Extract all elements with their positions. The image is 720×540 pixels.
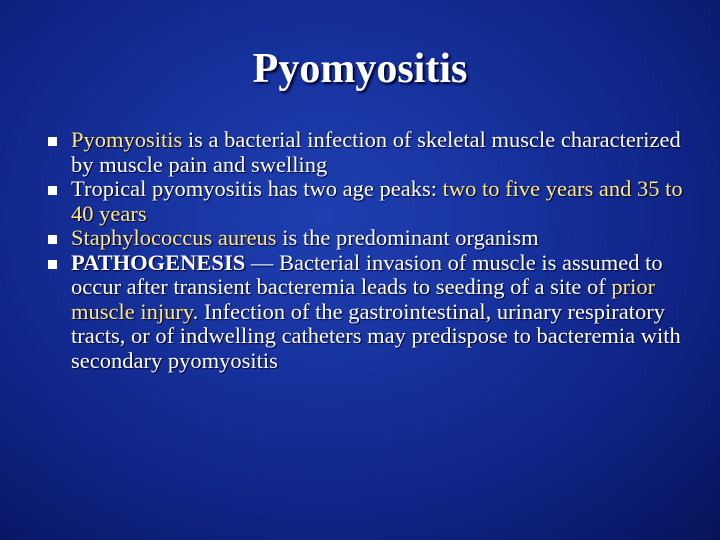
pathogenesis-heading: PATHOGENESIS xyxy=(71,249,246,275)
organism-name: Staphylococcus aureus xyxy=(71,225,277,250)
age-peaks-text: Tropical pyomyositis has two age peaks: xyxy=(71,176,443,201)
pathogenesis-text-1: — Bacterial invasion of muscle is assumed to occur after transient bacteremia leads to seeding of a site of xyxy=(71,249,663,299)
square-bullet-icon xyxy=(48,260,57,269)
organism-text: is the predominant organism xyxy=(276,225,539,250)
bullet-item-definition xyxy=(48,128,688,177)
age-peaks-highlight: two to five years and 35 to 40 years xyxy=(71,176,683,226)
bullet-item-organism xyxy=(48,226,688,251)
bullet-item-pathogenesis xyxy=(48,251,688,374)
square-bullet-icon xyxy=(48,235,57,244)
square-bullet-icon xyxy=(48,186,57,195)
slide-title: Pyomyositis xyxy=(252,46,468,92)
bullet-list xyxy=(48,128,688,373)
term-pyomyositis: Pyomyositis xyxy=(71,127,183,152)
bullet-item-age-peaks xyxy=(48,177,688,226)
definition-text: is a bacterial infection of skeletal muscle characterized by muscle pain and swelling xyxy=(71,127,681,177)
pathogenesis-highlight: prior muscle injury xyxy=(71,274,656,324)
square-bullet-icon xyxy=(48,137,57,146)
pathogenesis-text-2: . Infection of the gastrointestinal, urinary respiratory tracts, or of indwelling catheters may predispose to bacteremia with secondary pyomyositis xyxy=(71,298,681,373)
